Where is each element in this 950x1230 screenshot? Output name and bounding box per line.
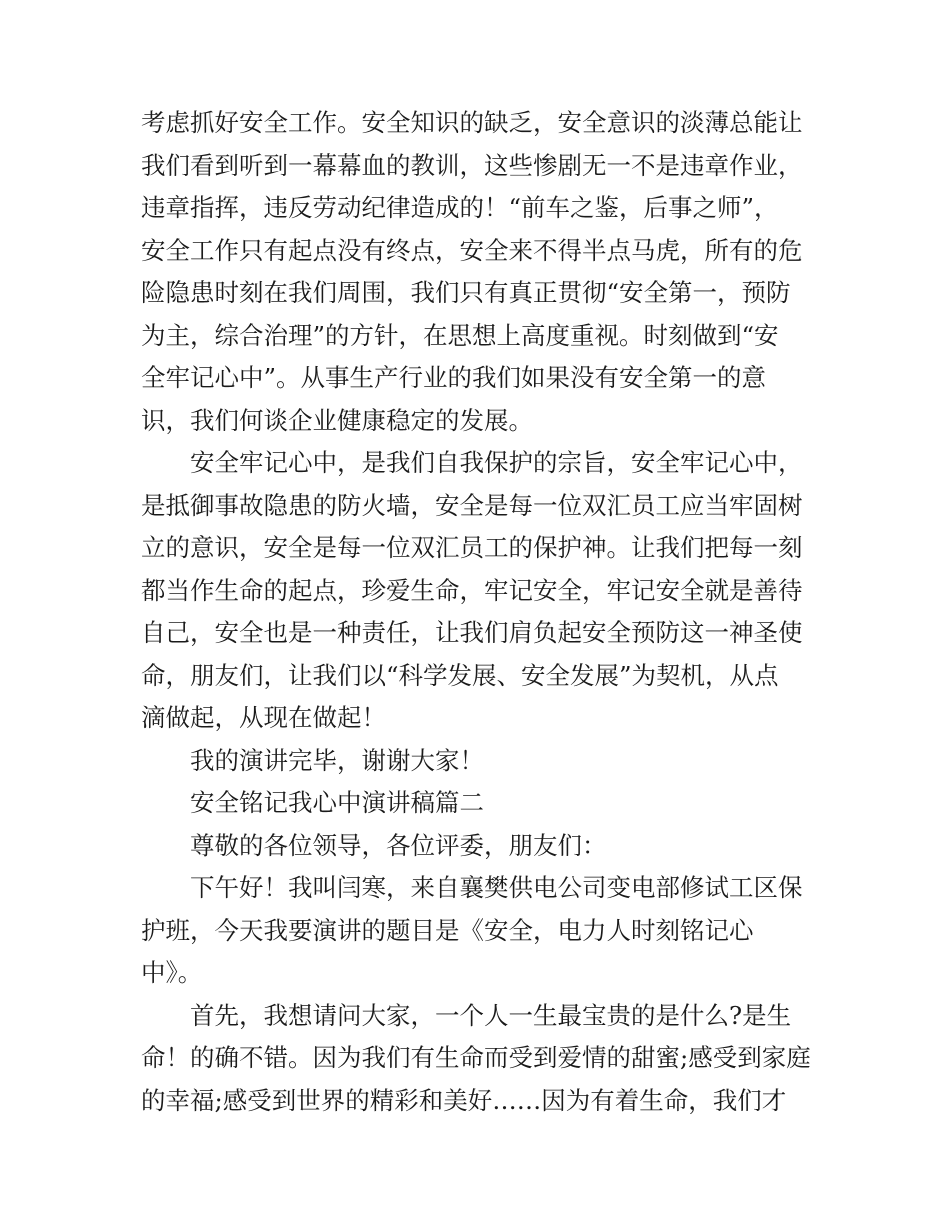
text-line: 首先，我想请问大家，一个人一生最宝贵的是什么?是生 bbox=[190, 1000, 792, 1030]
text-line: 安全工作只有起点没有终点，安全来不得半点马虎，所有的危 bbox=[141, 235, 803, 265]
text-line: 中》。 bbox=[141, 958, 203, 987]
text-line: 为主，综合治理”的方针，在思想上高度重视。时刻做到“安 bbox=[141, 320, 779, 350]
text-line: 护班，今天我要演讲的题目是《安全，电力人时刻铭记心 bbox=[141, 915, 754, 945]
text-line: 识，我们何谈企业健康稳定的发展。 bbox=[141, 405, 533, 435]
section-heading: 安全铭记我心中演讲稿篇二 bbox=[190, 788, 484, 817]
text-line: 自己，安全也是一种责任，让我们肩负起安全预防这一神圣使 bbox=[141, 618, 803, 647]
text-line: 违章指挥，违反劳动纪律造成的！“前车之鉴，后事之师”， bbox=[141, 193, 779, 222]
text-line: 险隐患时刻在我们周围，我们只有真正贯彻“安全第一，预防 bbox=[141, 278, 791, 307]
text-line: 全牢记心中”。从事生产行业的我们如果没有安全第一的意 bbox=[141, 363, 767, 392]
text-line: 是抵御事故隐患的防火墙，安全是每一位双汇员工应当牢固树 bbox=[141, 490, 803, 520]
text-line: 命，朋友们，让我们以“科学发展、安全发展”为契机，从点 bbox=[141, 660, 779, 690]
text-line: 下午好！我叫闫寒，来自襄樊供电公司变电部修试工区保 bbox=[190, 873, 803, 902]
text-line: 立的意识，安全是每一位双汇员工的保护神。让我们把每一刻 bbox=[141, 533, 803, 562]
text-line: 我的演讲完毕，谢谢大家！ bbox=[190, 745, 484, 775]
text-line: 安全牢记心中，是我们自我保护的宗旨，安全牢记心中， bbox=[190, 448, 803, 477]
text-line: 我们看到听到一幕幕血的教训，这些惨剧无一不是违章作业， bbox=[141, 150, 803, 180]
salutation: 尊敬的各位领导，各位评委，朋友们： bbox=[190, 830, 607, 860]
text-line: 命！的确不错。因为我们有生命而受到爱情的甜蜜;感受到家庭 bbox=[141, 1043, 811, 1072]
text-line: 的幸福;感受到世界的精彩和美好……因为有着生命，我们才 bbox=[141, 1085, 787, 1115]
text-line: 滴做起，从现在做起！ bbox=[141, 703, 386, 732]
document-body bbox=[141, 102, 821, 1122]
text-line: 都当作生命的起点，珍爱生命，牢记安全，牢记安全就是善待 bbox=[141, 575, 803, 605]
text-line: 考虑抓好安全工作。安全知识的缺乏，安全意识的淡薄总能让 bbox=[141, 108, 803, 137]
